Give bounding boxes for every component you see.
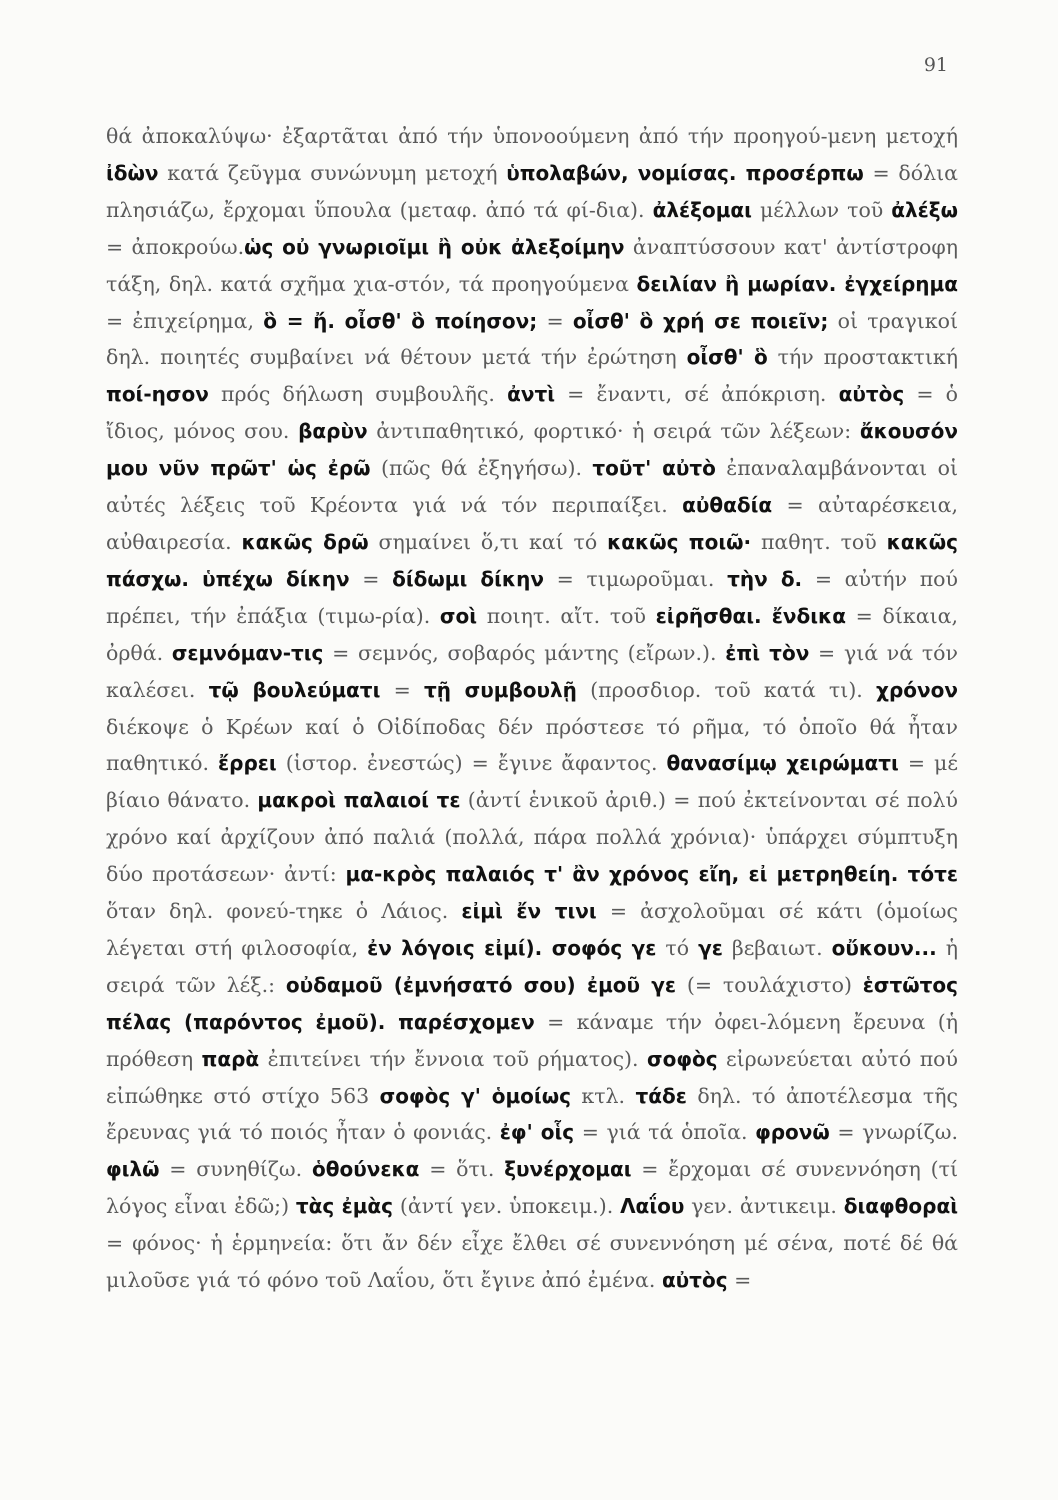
lemma-term: ἔρρει	[218, 751, 277, 776]
commentary-span: θά ἀποκαλύψω· ἐξαρτᾶται ἀπό τήν ὑπονοούμενη ἀπό τήν προηγού-μενη μετοχή	[106, 124, 958, 148]
lemma-term: ἰδὼν	[106, 160, 159, 185]
commentary-span: δηλ. τό ἀποτέλεσμα τῆς ἔρευνας γιά τό ποιός ἦταν ὁ φονιάς.	[106, 1083, 958, 1145]
lemma-term: οἶσθ' ὃ	[686, 345, 768, 370]
commentary-span: ἀντιπαθητικό, φορτικό· ἡ σειρά τῶν λέξεων:	[367, 419, 860, 444]
lemma-term: αὐτὸς	[838, 382, 905, 407]
lemma-term: ἀντὶ	[507, 382, 556, 407]
commentary-span: ποιητ. αἴτ. τοῦ	[477, 603, 656, 628]
lemma-term: βαρὺν	[298, 419, 368, 444]
lemma-term: ἐπὶ τὸν	[725, 640, 810, 665]
lemma-term: φρονῶ	[755, 1120, 830, 1145]
lemma-term: τοῦτ' αὐτὸ	[592, 456, 716, 481]
lemma-term: τῷ βουλεύματι	[208, 677, 381, 702]
commentary-span: =	[380, 677, 424, 702]
commentary-span: = γνωρίζω.	[829, 1120, 958, 1145]
commentary-text	[106, 118, 958, 1299]
commentary-span: = ὁ ἴδιος, μόνος σου.	[106, 382, 959, 444]
commentary-span: βεβαιωτ.	[722, 935, 832, 960]
commentary-span: παθητ. τοῦ	[751, 529, 887, 554]
commentary-span: =	[727, 1268, 752, 1293]
lemma-term: ὑπολαβών, νομίσας. προσέρπω	[506, 160, 864, 185]
commentary-span: = αὐτήν πού πρέπει, τήν ἐπάξια (τιμω-ρία).	[106, 566, 958, 628]
commentary-span: ὅταν δηλ. φονεύ-τηκε ὁ Λάιος.	[106, 899, 462, 924]
lemma-term: οἶσθ' ὃ χρή σε ποιεῖν;	[572, 308, 829, 333]
lemma-term: αὐτὸς	[661, 1268, 728, 1293]
commentary-span: = τιμωροῦμαι.	[543, 566, 728, 591]
commentary-span: = μέ βίαιο θάνατο.	[106, 751, 958, 813]
commentary-span: (προσδιορ. τοῦ κατά τι).	[576, 677, 877, 702]
lemma-term: παρὰ	[201, 1046, 260, 1071]
commentary-span: οἱ τραγικοί δηλ. ποιητές συμβαίνει νά θέτουν μετά τήν ἐρώτηση	[106, 308, 958, 370]
lemma-term: δίδωμι δίκην	[392, 566, 544, 591]
lemma-term: ὁθούνεκα	[311, 1157, 420, 1182]
commentary-span: (= τουλάχιστο)	[676, 972, 863, 997]
lemma-term: θανασίμῳ χειρώματι	[666, 751, 899, 776]
commentary-span: διέκοψε ὁ Κρέων καί ὁ Οἰδίποδας δέν πρόστεσε τό ρῆμα, τό ὁποῖο θά ἦταν παθητικό.	[106, 714, 958, 776]
lemma-term: σοφὸς γ' ὁμοίως	[379, 1083, 571, 1108]
lemma-term: ἄκουσόν μου νῦν πρῶτ' ὡς ἐρῶ	[106, 419, 958, 481]
commentary-span: = αὐταρέσκεια, αὐθαιρεσία.	[106, 493, 958, 554]
lemma-term: οὐδαμοῦ (ἐμνήσατό σου) ἐμοῦ γε	[285, 972, 677, 997]
commentary-span: = συνηθίζω.	[159, 1157, 312, 1182]
lemma-term: ἐν λόγοις εἰμί). σοφός γε	[367, 935, 657, 960]
commentary-span: ἡ σειρά τῶν λέξ.:	[106, 935, 958, 997]
lemma-term: Λαΐου	[620, 1194, 685, 1219]
lemma-term: κακῶς ποιῶ·	[607, 529, 752, 554]
lemma-term: ἀλέξω	[891, 197, 958, 222]
commentary-span: (ἀντί ἑνικοῦ ἀριθ.) = πού ἐκτείνονται σέ πολύ χρόνο καί ἀρχίζουν ἀπό παλιά (πολλά, πάρα πολλά χρόνια)· ὑπάρχει σύμπτυξη δύο προτάσεων· ἀντί:	[106, 788, 959, 887]
commentary-span: ἐπιτείνει τήν ἔννοια τοῦ ρήματος).	[259, 1046, 648, 1071]
lemma-term: διαφθοραὶ	[843, 1194, 958, 1219]
commentary-span: = ἀσχολοῦμαι σέ κάτι (ὁμοίως λέγεται στή φιλοσοφία,	[106, 899, 958, 960]
commentary-span: κατά ζεῦγμα συνώνυμη μετοχή	[158, 160, 507, 185]
lemma-term: κακῶς δρῶ	[241, 529, 369, 554]
lemma-term: φιλῶ	[106, 1157, 160, 1182]
lemma-term: ξυνέρχομαι	[504, 1157, 632, 1182]
commentary-span: = γιά νά τόν καλέσει.	[106, 640, 958, 702]
commentary-span: (ἀντί γεν. ὑποκειμ.).	[393, 1194, 621, 1219]
lemma-term: ἑστῶτος πέλας (παρόντος ἐμοῦ). παρέσχομεν	[106, 972, 959, 1034]
lemma-term: δειλίαν ἢ μωρίαν. ἐγχείρημα	[636, 271, 958, 296]
page-number: 91	[923, 54, 948, 76]
lemma-term: χρόνον	[876, 677, 958, 702]
lemma-term: ποί-ησον	[106, 382, 209, 407]
lemma-term: αὐθαδία	[682, 493, 773, 518]
commentary-span: γεν. ἀντικειμ.	[684, 1194, 844, 1219]
commentary-span: = σεμνός, σοβαρός μάντης (εἴρων.).	[323, 640, 726, 665]
lemma-term: ἀλέξομαι	[652, 197, 752, 222]
commentary-span: = ἐπιχείρημα,	[106, 308, 264, 333]
commentary-span: = ἔρχομαι σέ συνεννόηση (τί λόγος εἶναι ἐδῶ;)	[106, 1157, 959, 1219]
commentary-span: μέλλων τοῦ	[751, 197, 892, 222]
commentary-span: = κάναμε τήν ὀφει-λόμενη ἔρευνα (ἡ πρόθεση	[106, 1009, 958, 1071]
commentary-span: = ὅτι.	[419, 1157, 505, 1182]
lemma-term: εἰμὶ ἔν τινι	[461, 899, 597, 924]
commentary-span: πρός δήλωση συμβουλῆς.	[208, 382, 508, 407]
lemma-term: τῇ συμβουλῇ	[423, 677, 577, 702]
lemma-term: τὴν δ.	[727, 566, 803, 591]
commentary-span: = δόλια πλησιάζω, ἔρχομαι ὕπουλα (μεταφ. ἀπό τά φί-δια).	[106, 160, 958, 222]
lemma-term: μα-κρὸς παλαιός τ' ἂν χρόνος εἴη, εἰ μετρηθείη. τότε	[345, 862, 958, 887]
commentary-span: = γιά τά ὁποῖα.	[574, 1120, 756, 1145]
lemma-term: οὔκουν...	[831, 935, 937, 960]
lemma-term: σεμνόμαν-τις	[171, 640, 324, 665]
lemma-term: γε	[698, 935, 723, 960]
commentary-span: =	[537, 308, 573, 333]
lemma-term: σοφὸς	[647, 1046, 718, 1071]
commentary-span: τό	[656, 935, 699, 960]
commentary-span: κτλ.	[570, 1083, 636, 1108]
commentary-span: (πῶς θά ἐξηγήσω).	[370, 456, 593, 481]
commentary-span: ἐπαναλαμβάνονται οἱ αὐτές λέξεις τοῦ Κρέοντα γιά νά τόν περιπαίξει.	[106, 456, 958, 518]
commentary-span: τήν προστακτική	[767, 345, 958, 370]
lemma-term: ὡς οὐ γνωριοῖμι ἢ οὐκ ἀλεξοίμην	[244, 234, 625, 259]
lemma-term: μακροὶ παλαιοί τε	[257, 788, 461, 813]
commentary-span: = ἀποκρούω.	[106, 234, 245, 259]
lemma-term: σοὶ	[439, 603, 478, 628]
lemma-term: τὰς ἐμὰς	[295, 1194, 394, 1219]
lemma-term: ὃ = ἤ. οἶσθ' ὃ ποίησον;	[263, 308, 538, 333]
commentary-span: =	[349, 566, 393, 591]
commentary-span: = φόνος· ἡ ἑρμηνεία: ὅτι ἄν δέν εἶχε ἔλθει σέ συνεννόηση μέ σένα, ποτέ δέ θά μιλοῦσε γιά τό φόνο τοῦ Λαΐου, ὅτι ἔγινε ἀπό ἐμένα.	[106, 1231, 958, 1293]
lemma-term: κακῶς πάσχω. ὑπέχω δίκην	[106, 529, 958, 591]
commentary-span: ἀναπτύσσουν κατ' ἀντίστροφη τάξη, δηλ. κατά σχῆμα χια-στόν, τά προηγούμενα	[106, 234, 958, 296]
commentary-span: = ἔναντι, σέ ἀπόκριση.	[555, 382, 839, 407]
lemma-term: ἐφ' οἷς	[499, 1120, 575, 1145]
lemma-term: εἰρῆσθαι. ἔνδικα	[655, 603, 846, 628]
commentary-span: εἰρωνεύεται αὐτό πού εἰπώθηκε στό στίχο 563	[106, 1046, 958, 1108]
lemma-term: τάδε	[635, 1083, 687, 1108]
commentary-span: σημαίνει ὅ,τι καί τό	[368, 529, 608, 554]
commentary-span: (ἱστορ. ἐνεστώς) = ἔγινε ἄφαντος.	[276, 751, 667, 776]
commentary-span: = δίκαια, ὀρθά.	[106, 603, 958, 665]
